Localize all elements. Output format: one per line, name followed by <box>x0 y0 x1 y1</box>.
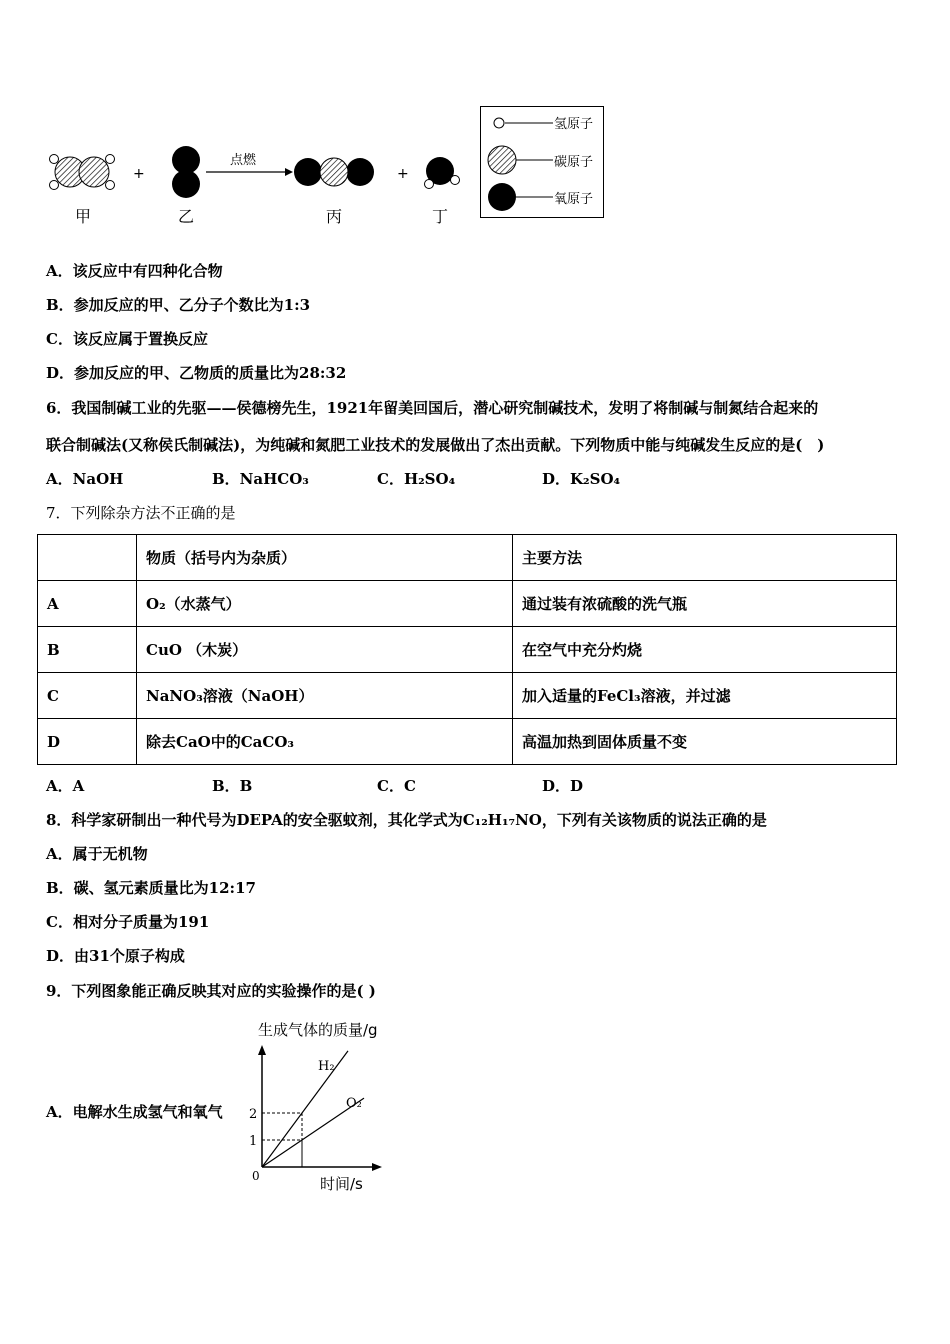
table-row <box>38 673 897 719</box>
table-cell: C <box>38 673 137 719</box>
q8-option-a: A．属于无机物 <box>46 845 148 863</box>
q8-stem: 8．科学家研制出一种代号为DEPA的安全驱蚊剂，其化学式为C₁₂H₁₇NO，下列有关该物质的说法正确的是 <box>46 811 767 829</box>
table-cell: A <box>38 581 137 627</box>
y-axis-arrow <box>258 1045 266 1055</box>
plus-sign: + <box>133 166 145 182</box>
label-ding: 丁 <box>432 207 449 226</box>
label-yi: 乙 <box>178 207 195 226</box>
oxygen-atom-icon <box>488 183 516 211</box>
atom-legend <box>480 106 604 218</box>
label-jia: 甲 <box>75 207 92 226</box>
chart-origin-label: 0 <box>252 1169 260 1183</box>
q6-option-c: C．H₂SO₄ <box>377 470 456 488</box>
table-cell: 除去CaO中的CaCO₃ <box>137 719 513 765</box>
q6-option-d: D．K₂SO₄ <box>542 470 621 488</box>
table-cell: CuO （木炭） <box>137 627 513 673</box>
series-label: H₂ <box>318 1059 335 1074</box>
table-header-cell: 物质（括号内为杂质） <box>137 535 513 581</box>
table-header-row <box>38 535 897 581</box>
q9-stem: 9．下列图象能正确反映其对应的实验操作的是( ) <box>46 982 376 1000</box>
q8-option-d: D．由31个原子构成 <box>46 947 185 965</box>
q8-option-b: B．碳、氢元素质量比为12:17 <box>46 879 256 897</box>
y-tick-label: 1 <box>249 1134 258 1149</box>
table-cell: NaNO₃溶液（NaOH） <box>137 673 513 719</box>
q7-option-c: C．C <box>377 777 416 795</box>
series-label: O₂ <box>346 1096 362 1111</box>
q6-option-b: B．NaHCO₃ <box>212 470 309 488</box>
table-header-cell: 主要方法 <box>513 535 897 581</box>
table-row <box>38 627 897 673</box>
q5-option-d: D．参加反应的甲、乙物质的质量比为28:32 <box>46 364 347 382</box>
table-cell: D <box>38 719 137 765</box>
table-row <box>38 719 897 765</box>
chart-marks <box>249 1051 364 1167</box>
table-cell: O₂（水蒸气） <box>137 581 513 627</box>
q6-stem-line1: 6．我国制碱工业的先驱——侯德榜先生，1921年留美回国后，潜心研究制碱技术，发明了将制碱与制氮结合起来的 <box>46 399 819 417</box>
table-cell: B <box>38 627 137 673</box>
carbon-atom-icon <box>488 146 516 174</box>
table-cell: 通过装有浓硫酸的洗气瓶 <box>513 581 897 627</box>
q7-table <box>37 534 897 765</box>
q7-option-d: D．D <box>542 777 584 795</box>
table-cell: 在空气中充分灼烧 <box>513 627 897 673</box>
molecule-jia <box>50 155 115 190</box>
chart-ylabel: 生成气体的质量/g <box>258 1021 378 1039</box>
table-header-cell <box>38 535 137 581</box>
table-cell: 高温加热到固体质量不变 <box>513 719 897 765</box>
q5-option-a: A．该反应中有四种化合物 <box>46 262 223 280</box>
q7-option-a: A．A <box>46 777 85 795</box>
q6-option-a: A．NaOH <box>46 470 124 488</box>
q9-option-a: A．电解水生成氢气和氧气 <box>46 1103 223 1121</box>
gas-mass-chart <box>240 1015 400 1200</box>
legend-carbon: 碳原子 <box>554 155 594 170</box>
reaction-condition: 点燃 <box>230 153 257 168</box>
hydrogen-atom-icon <box>494 118 504 128</box>
table-row <box>38 581 897 627</box>
molecule-ding <box>425 157 460 189</box>
q7-option-b: B．B <box>212 777 253 795</box>
y-tick-label: 2 <box>249 1107 258 1122</box>
q5-option-b: B．参加反应的甲、乙分子个数比为1:3 <box>46 296 311 314</box>
table-cell: 加入适量的FeCl₃溶液，并过滤 <box>513 673 897 719</box>
legend-hydrogen: 氢原子 <box>554 117 594 132</box>
molecule-yi <box>172 146 200 198</box>
series-line-0 <box>262 1051 348 1167</box>
q6-stem-line2: 联合制碱法(又称侯氏制碱法)，为纯碱和氮肥工业技术的发展做出了杰出贡献。下列物质中能与纯碱发生反应的是( ) <box>46 436 825 454</box>
molecule-bing <box>294 158 374 186</box>
q8-option-c: C．相对分子质量为191 <box>46 913 210 931</box>
q5-option-c: C．该反应属于置换反应 <box>46 330 208 348</box>
chart-xlabel: 时间/s <box>320 1175 363 1193</box>
legend-oxygen: 氧原子 <box>554 192 594 207</box>
x-axis-arrow <box>372 1163 382 1171</box>
q7-stem: 7．下列除杂方法不正确的是 <box>46 504 236 522</box>
plus-sign-2: + <box>397 166 409 182</box>
label-bing: 丙 <box>326 207 343 226</box>
